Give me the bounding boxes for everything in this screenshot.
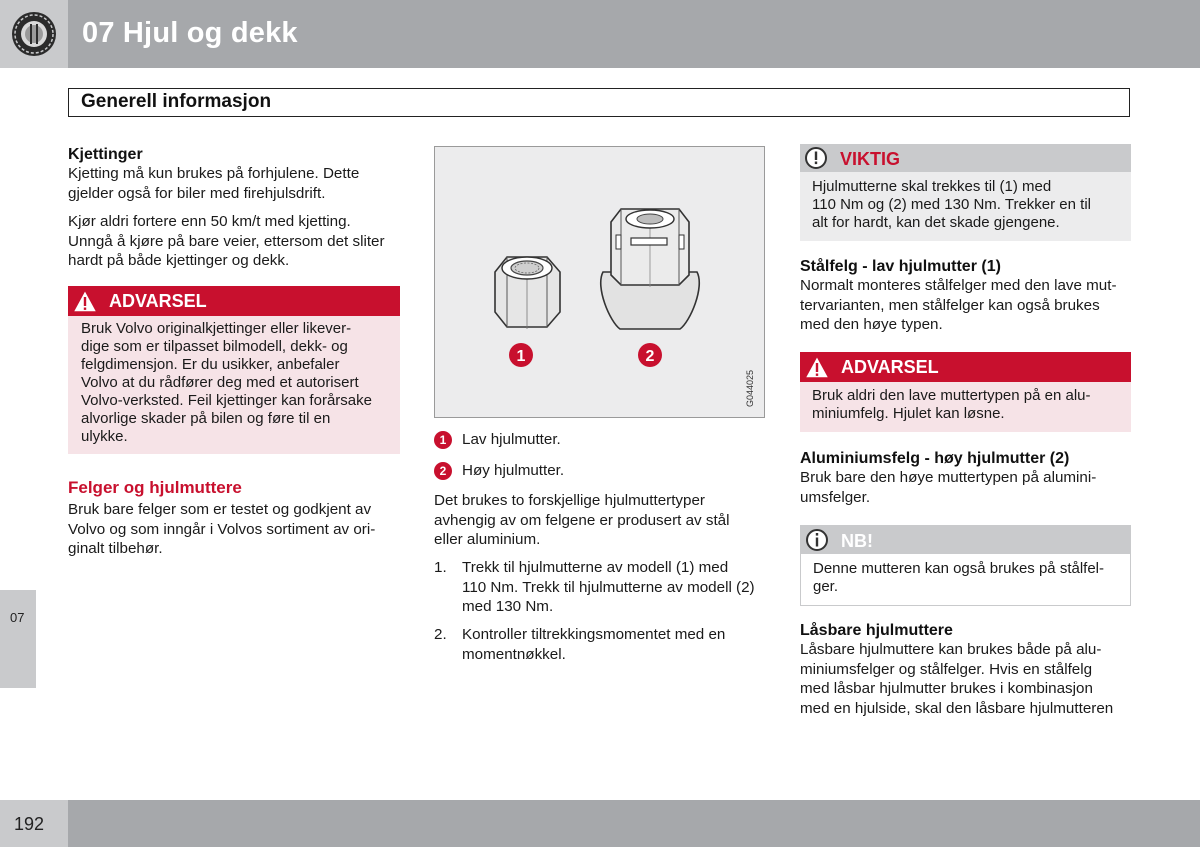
- legend-marker-1: 1: [434, 431, 452, 449]
- steel-rim-heading: Stålfelg - lav hjulmutter (1): [800, 258, 1001, 275]
- nut-types-intro: Det brukes to forskjellige hjulmuttertyper avhengig av om felgene er produsert av stål eller aluminium.: [434, 492, 730, 548]
- felger-paragraph: Bruk bare felger som er testet og godkjent av Volvo og som inngår i Volvos sortiment av ori- ginalt tilbehør.: [68, 501, 376, 557]
- warning-title-alu: ADVARSEL: [841, 357, 939, 377]
- chapter-side-tab-label: 07: [10, 610, 25, 625]
- wheel-nut-figure: [434, 146, 765, 418]
- warning-header: [68, 286, 400, 316]
- chapter-side-tab: [0, 590, 36, 688]
- locking-nuts-section: [800, 622, 1140, 718]
- important-box: [800, 144, 1131, 241]
- locking-nuts-paragraph: Låsbare hjulmuttere kan brukes både på alu- miniumsfelger og stålfelger. Hvis en stålfelg med låsbar hjulmutter brukes i kombinasjon med en hjulside, skal den låsbare hjulmutteren: [800, 641, 1114, 717]
- step-2-text: Kontroller tiltrekkingsmomentet med en momentnøkkel.: [462, 626, 726, 663]
- warning-body: Bruk Volvo originalkjettinger eller likever- dige som er tilpasset bilmodell, dekk- og felgdimensjon. Er du usikker, anbefaler Volvo at du rådfører deg med et autorisert Volvo-verksted. Feil kjettinger kan forårsake alvorlige skader på bilen og føre til en ulykke.: [68, 316, 400, 454]
- important-body: Hjulmutterne skal trekkes til (1) med 110 Nm og (2) med 130 Nm. Trekker en til alt for hardt, kan det skade gjengene.: [800, 172, 1131, 241]
- step-1-text: Trekk til hjulmutterne av modell (1) med 110 Nm. Trekk til hjulmutterne av modell (2) med 130 Nm.: [462, 559, 755, 615]
- footer-bar: [68, 800, 1200, 847]
- warning-header-alu: [800, 352, 1131, 382]
- alu-rim-heading: Aluminiumsfelg - høy hjulmutter (2): [800, 450, 1070, 467]
- steel-rim-paragraph: Normalt monteres stålfelger med den lave mut- tervarianten, men stålfelger kan også brukes med den høye typen.: [800, 277, 1117, 333]
- info-circle-icon: [805, 528, 829, 552]
- kjettinger-paragraph-2: Kjør aldri fortere enn 50 km/t med kjetting. Unngå å kjøre på bare veier, ettersom det sliter hardt på både kjettinger og dekk.: [68, 213, 385, 269]
- figure-marker-2-label: 2: [645, 348, 655, 365]
- alu-rim-section: [800, 450, 1135, 507]
- step-2: [434, 625, 774, 670]
- legend-text-1: Lav hjulmutter.: [462, 431, 561, 448]
- figure-marker-1-label: 1: [516, 348, 526, 365]
- low-nut-drawing: [495, 257, 560, 329]
- important-header: [800, 144, 1131, 172]
- high-nut-drawing: [601, 209, 700, 329]
- figure-code: G044025: [745, 369, 755, 407]
- kjettinger-paragraph-1: Kjetting må kun brukes på forhjulene. Dette gjelder også for biler med firehjulsdrift.: [68, 165, 360, 202]
- step-2-number: 2.: [434, 626, 447, 643]
- note-body: Denne mutteren kan også brukes på stålfel- ger.: [801, 554, 1130, 605]
- warning-title: ADVARSEL: [109, 291, 207, 311]
- warning-triangle-icon: [71, 288, 99, 314]
- felger-section: [68, 478, 403, 559]
- warning-body-alu: Bruk aldri den lave muttertypen på en alu- miniumfelg. Hjulet kan løsne.: [800, 382, 1131, 432]
- kjettinger-heading: Kjettinger: [68, 146, 143, 163]
- wheel-tire-icon: [0, 0, 68, 68]
- warning-triangle-icon: [803, 354, 831, 380]
- chapter-title: 07 Hjul og dekk: [82, 17, 298, 49]
- steel-rim-section: [800, 258, 1135, 335]
- column-1: [68, 146, 403, 271]
- chapter-icon-box: [0, 0, 68, 68]
- figure-legend: [434, 430, 769, 492]
- legend-marker-2: 2: [434, 462, 452, 480]
- important-title: VIKTIG: [840, 149, 901, 169]
- step-1-number: 1.: [434, 559, 447, 576]
- torque-steps: [434, 558, 774, 670]
- note-box: [800, 525, 1131, 606]
- warning-box-chains: [68, 286, 400, 454]
- note-header: [801, 526, 1130, 554]
- legend-text-2: Høy hjulmutter.: [462, 462, 565, 479]
- warning-box-alu: [800, 352, 1131, 432]
- section-title: Generell informasjon: [81, 91, 272, 112]
- step-1: [434, 558, 774, 625]
- alu-rim-paragraph: Bruk bare den høye muttertypen på alumini- umsfelger.: [800, 469, 1097, 506]
- locking-nuts-heading: Låsbare hjulmuttere: [800, 622, 953, 639]
- note-title: NB!: [841, 531, 873, 551]
- felger-heading: Felger og hjulmuttere: [68, 478, 242, 497]
- legend-item-1: [434, 430, 769, 461]
- wheel-nuts-illustration: [435, 147, 766, 419]
- exclamation-circle-icon: [804, 146, 828, 170]
- page-number: 192: [14, 814, 45, 834]
- legend-item-2: [434, 461, 769, 492]
